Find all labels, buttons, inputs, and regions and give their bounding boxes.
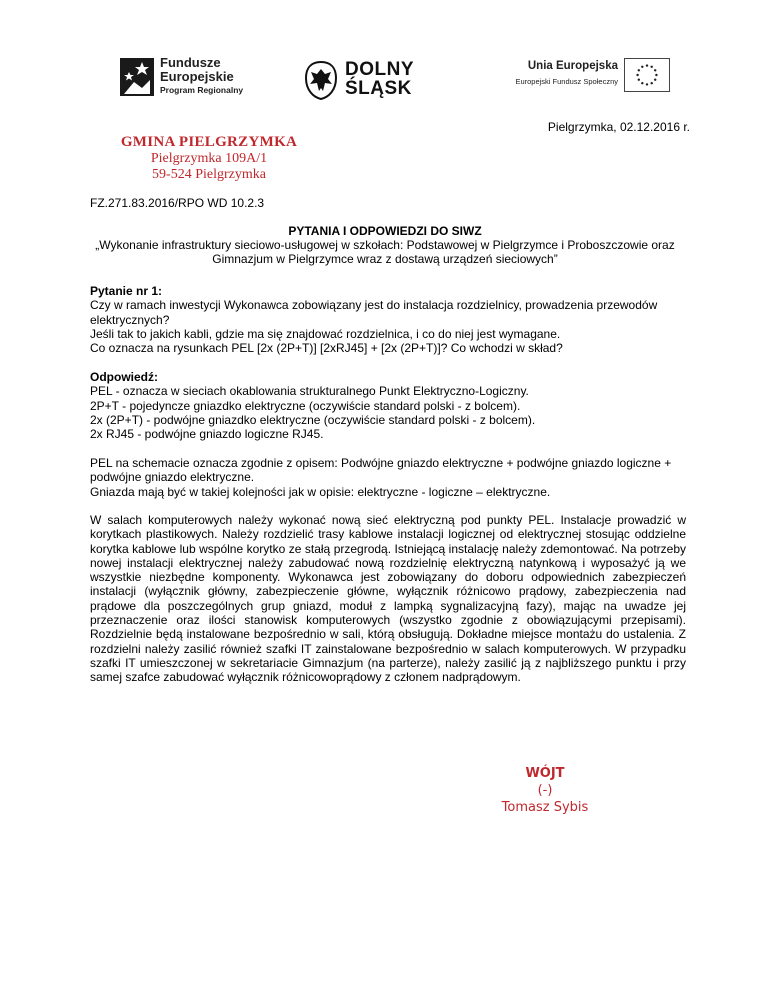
dolny-slask-logo — [303, 60, 433, 104]
document-heading — [90, 224, 680, 266]
heading-subtitle: „Wykonanie infrastruktury sieciowo-usługowej w szkołach: Podstawowej w Pielgrzymce i Proboszczowie oraz Gimnazjum w Pielgrzymce wraz z dostawą urządzeń sieciowych” — [95, 238, 675, 266]
question-line: Czy w ramach inwestycji Wykonawca zobowiązany jest do instalacja rozdzielnicy, prowadzenia przewodów elektrycznych? — [90, 298, 658, 327]
ds-line2: ŚLĄSK — [345, 78, 412, 99]
issuer-name: GMINA PIELGRZYMKA — [120, 134, 298, 150]
document-reference: FZ.271.83.2016/RPO WD 10.2.3 — [90, 196, 265, 210]
answer-label: Odpowiedź: — [90, 370, 158, 384]
question-section — [90, 284, 686, 355]
fe-line1: Fundusze — [160, 55, 221, 70]
signature-mark: (-) — [537, 783, 553, 798]
answer-line: 2x (2P+T) - podwójne gniazdko elektryczne (oczywiście standard polski - z bolcem). — [90, 412, 536, 427]
ds-line1: DOLNY — [345, 59, 414, 80]
eu-text — [486, 60, 618, 86]
signature-name: Tomasz Sybis — [501, 800, 589, 815]
dolny-slask-text — [345, 60, 414, 98]
para2-line2: Gniazda mają być w takiej kolejności jak w opisie: elektryczne - logiczne – elektryczne. — [90, 484, 551, 499]
question-line: Jeśli tak to jakich kabli, gdzie ma się znajdować rozdzielnica, i co do niej jest wymagane. — [90, 326, 561, 341]
fe-line2: Europejskie — [160, 69, 234, 84]
eagle-crest-icon — [303, 60, 339, 100]
answer-paragraph-2 — [90, 456, 686, 499]
heading-title: PYTANIA I ODPOWIEDZI DO SIWZ — [288, 224, 482, 238]
fundusze-text — [160, 56, 243, 96]
eu-subtitle: Europejski Fundusz Społeczny — [515, 77, 618, 86]
issuer-block — [113, 134, 305, 183]
unia-europejska-logo — [486, 58, 666, 102]
issuer-address2: 59-524 Pielgrzymka — [152, 167, 266, 182]
fundusze-stars-icon — [120, 58, 154, 96]
fe-line3: Program Regionalny — [160, 85, 244, 95]
logo-bar — [108, 52, 668, 108]
signature-block — [470, 765, 620, 816]
answer-paragraph-3: W salach komputerowych należy wykonać nową sieć elektryczną pod punkty PEL. Instalacje prowadzić w korytkach plastikowych. Należy rozdzielić trasy kablowe instalacji logicznej od elektrycznej stosując oddzielne korytka kablowe lub wspólne korytko ze stałą przegrodą. Istniejącą instalację należy zdemontować. Na potrzeby nowej instalacji elektrycznej należy zabudować nową rozdzielnię elektryczną natynkową i wyposażyć ją we wszystkie niezbędne komponenty. Wykonawca jest zobowiązany do doboru odpowiednich zabezpieczeń instalacji (wyłącznik główny, zabezpieczenie główne, wyłącznik różnicowo prądowy, zabezpieczenia nad prądowe dla poszczególnych grup gniazd, moduł z lampką sygnalizacyjną fazy), mając na uwadze jej przeznaczenie oraz ilości stanowisk komputerowych (wszystko zgodnie z obowiązującymi przepisami). Rozdzielnie będą instalowane bezpośrednio w sali, którą obsługują. Dokładne miejsce montażu do ustalenia. Z rozdzielni należy zasilić również szafki IT zainstalowane bezpośrednio w salach komputerowych. W przypadku szafki IT umieszczonej w sekretariacie Gimnazjum (na parterze), należy zasilić ją z najbliższego punktu i przy samej szafce zabudować wyłącznik różnicowoprądowy z członem nadprądowym. — [90, 513, 686, 685]
eu-flag-icon — [624, 58, 670, 92]
answer-line: PEL - oznacza w sieciach okablowania strukturalnego Punkt Elektryczno-Logiczny. — [90, 384, 529, 399]
question-line: Co oznacza na rysunkach PEL [2x (2P+T)] [2xRJ45] + [2x (2P+T)]? Co wchodzi w skład? — [90, 341, 563, 356]
signature-title: WÓJT — [525, 766, 565, 781]
question-label: Pytanie nr 1: — [90, 284, 163, 298]
answer-section — [90, 370, 686, 441]
fundusze-europejskie-logo — [120, 56, 270, 102]
document-date: Pielgrzymka, 02.12.2016 r. — [547, 120, 690, 134]
answer-line: 2P+T - pojedyncze gniazdko elektryczne (oczywiście standard polski - z bolcem). — [90, 398, 521, 413]
issuer-address1: Pielgrzymka 109A/1 — [150, 151, 268, 166]
eu-title: Unia Europejska — [527, 60, 618, 72]
para2-line1: PEL na schemacie oznacza zgodnie z opisem: Podwójne gniazdo elektryczne + podwójne gniazdo logiczne + podwójne gniazdo elektryczne. — [90, 456, 672, 485]
answer-line: 2x RJ45 - podwójne gniazdo logiczne RJ45. — [90, 427, 324, 442]
